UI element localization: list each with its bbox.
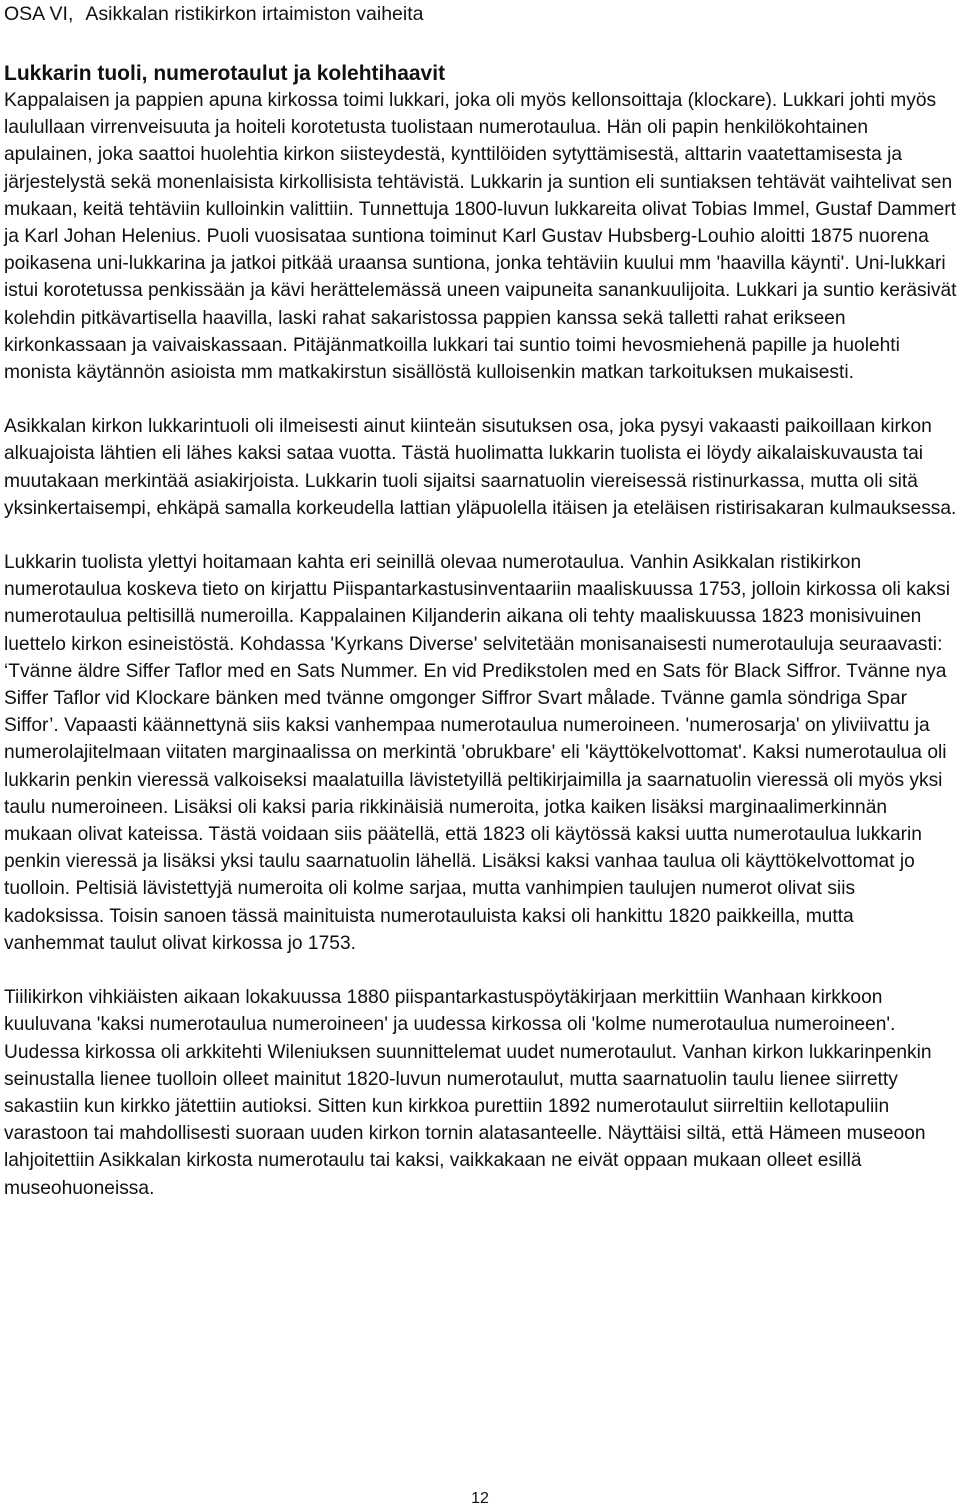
section-heading: Lukkarin tuoli, numerotaulut ja kolehtihaavit [4,62,446,85]
paragraph-lukkari-duties: Kappalaisen ja pappien apuna kirkossa toimi lukkari, joka oli myös kellonsoittaja (klockare). Lukkari johti myös laulullaan virrenveisuuta ja hoiteli korotetusta tuolistaan numerotaulua. Hän oli papin henkilökohtainen apulainen, joka saattoi huolehtia kirkon siisteydestä, kynttilöiden sytyttämisestä, alttarin vaatettamisesta ja järjestelystä sekä monenlaisista kirkollisista tehtävistä. Lukkarin ja suntion eli suntiaksen tehtävät vaihtelivat sen mukaan, keitä tehtäviin kulloinkin valittiin. Tunnettuja 1800-luvun lukkareita olivat Tobias Immel, Gustaf Dammert ja Karl Johan Helenius. Puoli vuosisataa suntiona toiminut Karl Gustav Hubsberg-Louhio aloitti 1875 nuorena poikasena uni-lukkarina ja jatkoi pitkää uraansa suntiona, jonka tehtäviin kuului mm 'haavilla käynti'. Uni-lukkari istui korotetussa penkissään ja kävi herättelemässä uneen vaipuneita sanankuulijoita. Lukkari ja suntio keräsivät kolehdin pitkävartisella haavilla, laski rahat sakaristossa pappien kanssa sekä talletti rahat erikseen kirkonkassaan ja vaivaiskassaan. Pitäjänmatkoilla lukkari tai suntio toimi hevosmiehenä papille ja huolehti monista käytännön asioista mm matkakirstun sisällöstä kulloisenkin matkan tarkoituksen mukaisesti. [4,90,957,384]
paragraph-lukkarintuoli: Asikkalan kirkon lukkarintuoli oli ilmeisesti ainut kiinteän sisutuksen osa, joka pysyi vakaasti paikoillaan kirkon alkuajoista lähtien eli lähes kaksi sataa vuotta. Tästä huolimatta lukkarin tuolista ei löydy aikalaiskuvausta tai muutakaan merkintää asiakirjoista. Lukkarin tuoli sijaitsi saarnatuolin viereisessä ristinurkassa, mutta oli sitä yksinkertaisempi, ehkäpä samalla korkeudella lattian yläpuolella itäisen ja eteläisen ristirisakaran kulmauksessa. [4,416,957,519]
document-page [4,0,958,1202]
running-header [4,1,958,27]
header-title: Asikkalan ristikirkon irtaimiston vaiheita [85,3,424,25]
paragraph-numerotaulut: Lukkarin tuolista ylettyi hoitamaan kahta eri seinillä olevaa numerotaulua. Vanhin Asikkalan ristikirkon numerotaulua koskeva tieto on kirjattu Piispantarkastusinventaariin maaliskuussa 1753, jolloin kirkossa oli kaksi numerotaulua peltisillä numeroilla. Kappalainen Kiljanderin aikana oli tehty maaliskuussa 1823 monisivuinen luettelo kirkon esineistöstä. Kohdassa 'Kyrkans Diverse' selvitetään monisanaisesti numerotauluja seuraavasti: ‘Tvänne äldre Siffer Taflor med en Sats Nummer. En vid Predikstolen med en Sats för Black Siffror. Tvänne nya Siffer Taflor vid Klockare bänken med tvänne omgonger Siffror Svart målade. Tvänne gamla söndriga Spar Siffor’. Vapaasti käännettynä siis kaksi vanhempaa numerotaulua numeroineen. 'numerosarja' on yliviivattu ja numerolajitelmaan viitaten marginaalissa on merkintä 'obrukbare' eli 'käyttökelvottomat'. Kaksi numerotaulua oli lukkarin penkin vieressä valkoiseksi maalatuilla lävistetyillä peltikirjaimilla ja saarnatuolin vieressä oli myös yksi taulu numeroineen. Lisäksi oli kaksi paria rikkinäisiä numeroita, jotka kaiken lisäksi marginaalimerkinnän mukaan olivat kateissa. Tästä voidaan siis päätellä, että 1823 oli käytössä kaksi uutta numerotaulua lukkarin penkin vieressä ja lisäksi yksi taulu saarnatuolin lähellä. Lisäksi kaksi vanhaa taulua oli käyttökelvottomat jo tuolloin. Peltisiä lävistettyjä numeroita oli kolme sarjaa, mutta vanhimpien taulujen numerot olivat siis kadoksissa. Toisin sanoen tässä mainituista numerotauluista kaksi oli hankittu 1820 paikkeilla, mutta vanhemmat taulut olivat kirkossa jo 1753. [4,552,950,954]
paragraph-tiilikirkko: Tiilikirkon vihkiäisten aikaan lokakuussa 1880 piispantarkastuspöytäkirjaan merkittiin Wanhaan kirkkoon kuuluvana 'kaksi numerotaulua numeroineen' ja uudessa kirkossa oli 'kolme numerotaulua numeroineen'. Uudessa kirkossa oli arkkitehti Wileniuksen suunnittelemat uudet numerotaulut. Vanhan kirkon lukkarinpenkin seinustalla lienee tuolloin olleet mainitut 1820-luvun numerotaulut, mutta saarnatuolin taulu lienee siirretty sakastiin kun kirkko jätettiin autioksi. Sitten kun kirkkoa purettiin 1892 numerotaulut siirreltiin kellotapuliin varastoon tai mahdollisesti suoraan uuden kirkon tornin alatasanteelle. Näyttäisi siltä, että Hämeen museoon lahjoitettiin Asikkalan kirkosta numerotaulu tai kaksi, vaikkakaan ne eivät oppaan mukaan olleet esillä museohuoneissa. [4,987,932,1199]
page-number: 12 [471,1490,489,1507]
header-part: OSA VI, [4,3,74,25]
